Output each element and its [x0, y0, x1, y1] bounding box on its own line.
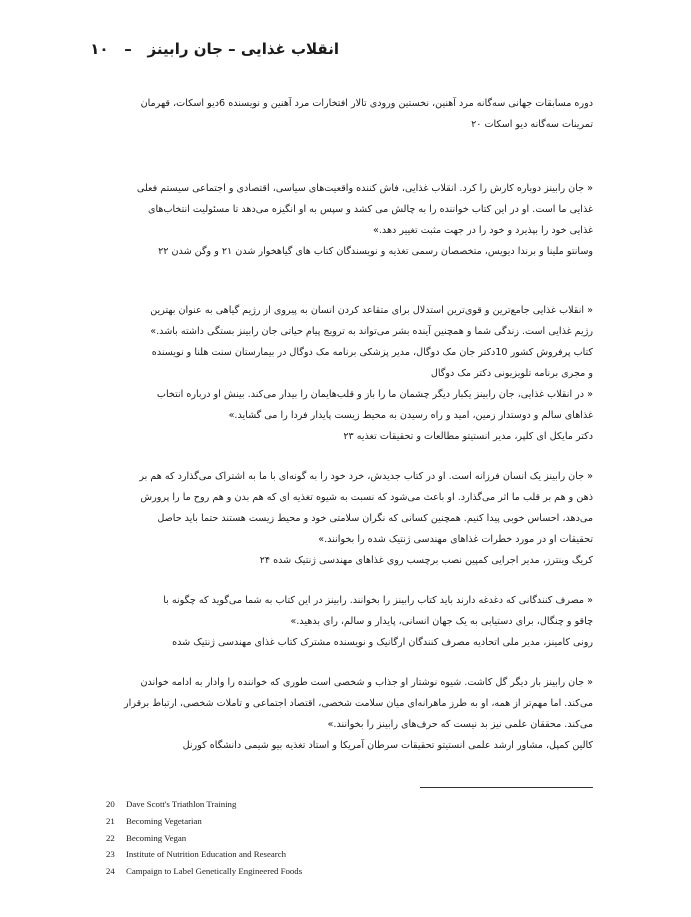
footnote-item	[106, 796, 302, 813]
footnote-item	[106, 846, 302, 863]
text-line: چاقو و چنگال، برای دستیابی به یک جهان انسانی، پایدار و سالم، رای بدهید.»	[290, 616, 593, 627]
footnote-number: 22	[106, 832, 115, 843]
text-line: کریگ وینترز، مدیر اجرایی کمپین نصب برچسب روی غذاهای مهندسی ژنتیک شده ۲۴	[259, 555, 593, 566]
text-line: غذایی خود را بپذیرد و خود را در جهت مثبت تغییر دهد.»	[372, 225, 593, 236]
text-line: « مصرف کنندگانی که دغدغه دارند باید کتاب رابینز را بخوانند. رابینز در این کتاب به شما می‌گوید که چگونه با	[163, 595, 593, 606]
header-title: انقلاب غذایی – جان رابینز	[147, 40, 339, 58]
footnote-text: Institute of Nutrition Education and Research	[126, 849, 287, 860]
text-line: « جان رابینز بار دیگر گل کاشت. شیوه نوشتار او جذاب و شخصی است طوری که خواننده را وادار به ادامه خواندن	[140, 677, 593, 688]
text-line: « جان رابینز یک انسان فرزانه است. او در کتاب جدیدش، خرد خود را به گونه‌ای با ما به اشتراک می‌گذارد که هم بر	[139, 471, 593, 482]
footnote-number: 20	[106, 799, 115, 809]
footnote-number: 24	[106, 866, 115, 877]
footnote-item	[106, 863, 302, 880]
text-line: می‌کند. محققان علمی نیز بد نیست که حرف‌های رابینز را بخوانند.»	[327, 719, 593, 730]
text-line: می‌دهد، احساس خوبی پیدا کنیم. همچنین کسانی که نگران سلامتی خود و محیط زیست هستند حتما باید حاصل	[157, 513, 593, 524]
running-header	[90, 40, 339, 58]
text-line: غذاهای سالم و دوستدار زمین، امید و راه رسیدن به محیط زیست پایدار فردا را می گشاید.»	[228, 410, 593, 421]
footnote-item	[106, 813, 302, 830]
text-line: غذایی ما است. او در این کتاب خواننده را به چالش می کشد و سپس به او انگیزه می‌دهد تا مسئولیت انتخاب‌های	[147, 204, 593, 215]
footnotes-list	[106, 796, 302, 880]
footnote-number: 23	[106, 849, 115, 860]
paragraph-block	[97, 178, 593, 262]
page-number: ۱۰	[90, 40, 109, 58]
footnote-text: Becoming Vegan	[126, 832, 187, 843]
footnote-text: Dave Scott's Triathlon Training	[126, 799, 237, 809]
text-line: تمرینات سه‌گانه دیو اسکات ۲۰	[471, 119, 593, 130]
paragraph-block	[97, 300, 593, 447]
text-line: دوره مسابقات جهانی سه‌گانه مرد آهنین، نخستین ورودی تالار افتخارات مرد آهنین و نویسنده 6دیو اسکات، قهرمان	[140, 98, 593, 109]
text-line: وسانتو ملینا و برندا دیویس، متخصصان رسمی تغذیه و نویسندگان کتاب های گیاهخوار شدن ۲۱ و وگن شدن ۲۲	[158, 246, 593, 257]
text-line: تحقیقات او در مورد خطرات غذاهای مهندسی ژنتیک شده را بخوانند.»	[318, 534, 593, 545]
footnote-item	[106, 830, 302, 847]
text-line: کالین کمپل، مشاور ارشد علمی انستیتو تحقیقات سرطان آمریکا و استاد تغذیه بیو شیمی دانشگاه کورنل	[182, 740, 593, 751]
footnote-text: Campaign to Label Genetically Engineered Foods	[126, 866, 303, 877]
header-separator: –	[124, 40, 132, 58]
paragraph-block	[97, 466, 593, 571]
text-line: ذهن و هم بر قلب ما اثر می‌گذارد. او باعث می‌شود که نسبت به شیوه تغذیه ای که هم بدن و هم روح ما را پرورش	[140, 492, 593, 503]
text-line: کتاب پرفروش کشور 10دکتر جان مک دوگال، مدیر پزشکی برنامه مک دوگال در بیمارستان سنت هلنا و نویسنده	[151, 347, 593, 358]
text-line: دکتر مایکل ای کلپر، مدیر انستیتو مطالعات و تحقیقات تغذیه ۲۳	[343, 431, 593, 442]
paragraph-block	[97, 93, 593, 135]
text-line: « انقلاب غذایی جامع‌ترین و قوی‌ترین استدلال برای متقاعد کردن انسان به پیروی از رژیم گیاهی به عنوان بهترین	[150, 305, 593, 316]
text-line: « جان رابینز دوباره کارش را کرد. انقلاب غذایی، فاش کننده واقعیت‌های سیاسی، اقتصادی و اجتماعی سیستم فعلی	[136, 183, 593, 194]
footnote-number: 21	[106, 815, 115, 826]
paragraph-block	[97, 590, 593, 653]
text-line: می‌کند. اما مهم‌تر از همه، او به طرز ماهرانه‌ای میان سلامت شخصی، اقتصاد اجتماعی و تاملات شخصی، ارتباط برقرار	[124, 698, 593, 709]
text-line: و مجری برنامه تلویزیونی دکتر مک دوگال	[430, 368, 593, 379]
footnote-separator-line	[420, 787, 593, 788]
footnote-text: Becoming Vegetarian	[126, 815, 202, 826]
paragraph-block	[97, 672, 593, 756]
text-line: رونی کامینز، مدیر ملی اتحادیه مصرف کنندگان ارگانیک و نویسنده مشترک کتاب غذای مهندسی ژنتیک شده	[172, 637, 593, 648]
text-line: رژیم غذایی است. زندگی شما و همچنین آینده بشر می‌تواند به ترویج پیام حیاتی جان رابینز بستگی داشته باشد.»	[150, 326, 593, 337]
text-line: « در انقلاب غذایی، جان رابینز یکبار دیگر چشمان ما را باز و قلب‌هایمان را بیدار می‌کند. بینش او درباره انتخاب	[156, 389, 593, 400]
